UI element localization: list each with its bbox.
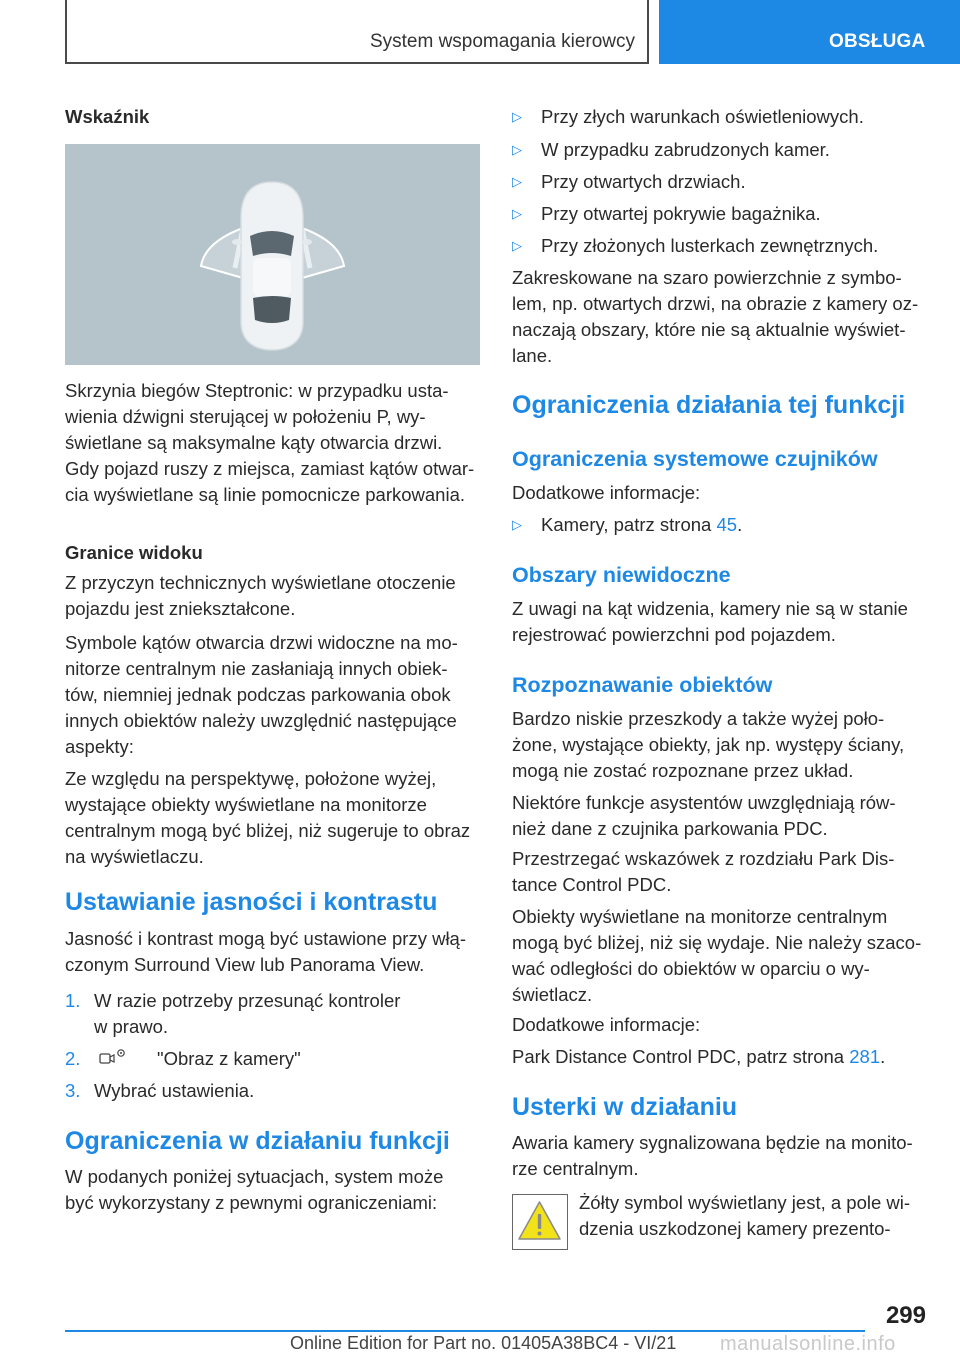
indicator-heading: Wskaźnik: [65, 106, 150, 127]
step-1-number: 1.: [65, 990, 81, 1011]
brightness-heading: Ustawianie jasności i kontrastu: [65, 888, 438, 916]
page-number: 299: [885, 1302, 926, 1329]
brightness-intro-line-1: Jasność i kontrast mogą być ustawione przy włą-: [65, 928, 467, 949]
triangle-right-icon: ▷: [512, 238, 522, 253]
triangle-right-icon: ▷: [512, 142, 522, 157]
header-section-title: System wspomagania kierowcy: [369, 31, 635, 52]
limits-intro-line-1: W podanych poniżej sytuacjach, system może: [65, 1166, 444, 1187]
limit-bullet-1-text: Przy złych warunkach oświetleniowych.: [541, 106, 864, 127]
view-limits-p3-line-3: centralnym mogą być bliżej, niż sugeruje to obraz: [65, 820, 471, 841]
view-limits-p1-line-2: pojazdu jest zniekształcone.: [65, 598, 296, 619]
view-limits-p2-line-4: innych obiektów należy uwzględnić następujące: [65, 710, 457, 731]
view-limits-p3-line-1: Ze względu na perspektywę, położone wyżej,: [65, 768, 437, 789]
footer-divider: [65, 1330, 865, 1332]
pdc-reference-label: Park Distance Control PDC, patrz strona: [512, 1046, 850, 1067]
object-p4-line-4: świetlacz.: [512, 984, 593, 1005]
car-top-view-icon: [65, 144, 480, 365]
footer-watermark: manualsonline.info: [720, 1333, 896, 1355]
brightness-intro-line-2: czonym Surround View lub Panorama View.: [65, 954, 425, 975]
step-2: [65, 1046, 480, 1072]
view-limits-p2-line-2: nitorze centralnym nie zasłaniają innych obiek-: [65, 658, 448, 679]
object-p4-line-2: mogą być bliżej, niż się wydaje. Nie należy szaco-: [512, 932, 922, 953]
object-p3-line-1: Przestrzegać wskazówek z rozdziału Park Dis-: [512, 848, 895, 869]
camera-bullet-text: [541, 512, 742, 538]
pdc-reference-end: .: [880, 1046, 886, 1067]
step-1: [65, 988, 480, 1040]
view-limits-p1-line-1: Z przyczyn technicznych wyświetlane otoczenie: [65, 572, 456, 593]
faults-heading: Usterki w działaniu: [512, 1093, 738, 1121]
step-1-line-2: w prawo.: [94, 1016, 169, 1037]
triangle-right-icon: ▷: [512, 174, 522, 189]
function-limits-heading: Ograniczenia działania tej funkcji: [512, 391, 906, 419]
step-3-number: 3.: [65, 1080, 81, 1101]
camera-bullet-end: .: [737, 514, 743, 535]
car-top-view-illustration: [65, 144, 480, 365]
step-2-number: 2.: [65, 1048, 81, 1069]
limits-intro-line-2: być wykorzystany z pewnymi ograniczeniami:: [65, 1192, 438, 1213]
steptronic-line-5: cia wyświetlane są linie pomocnicze parkowania.: [65, 484, 465, 505]
footer-edition: Online Edition for Part no. 01405A38BC4 - VI/21: [290, 1333, 677, 1353]
hidden-areas-heading: Obszary niewidoczne: [512, 563, 731, 587]
hatched-line-2: lem, np. otwartych drzwi, na obrazie z kamery oz-: [512, 293, 919, 314]
step-3: [65, 1078, 480, 1104]
triangle-right-icon: ▷: [512, 206, 522, 221]
hatched-line-4: lane.: [512, 345, 553, 366]
steptronic-line-4: Gdy pojazd ruszy z miejsca, zamiast kątów otwar-: [65, 458, 475, 479]
triangle-right-icon: ▷: [512, 517, 522, 532]
step-2-line-1: "Obraz z kamery": [157, 1048, 301, 1069]
step-1-line-1: W razie potrzeby przesunąć kontroler: [94, 990, 401, 1011]
steptronic-line-2: wienia dźwigni sterującej w położeniu P, wy-: [65, 406, 426, 427]
object-recognition-heading: Rozpoznawanie obiektów: [512, 673, 773, 697]
object-p1-line-2: żone, wystające obiekty, jak np. występy ściany,: [512, 734, 905, 755]
sensor-limits-heading: Ograniczenia systemowe czujników: [512, 447, 878, 471]
header-section-box: [65, 0, 649, 64]
camera-bullet-label: Kamery, patrz strona: [541, 514, 717, 535]
faults-line-2: rze centralnym.: [512, 1158, 639, 1179]
object-p1-line-3: mogą nie zostać rozpoznane przez układ.: [512, 760, 854, 781]
limits-heading: Ograniczenia w działaniu funkcji: [65, 1127, 450, 1155]
object-p1-line-1: Bardzo niskie przeszkody a także wyżej poło-: [512, 708, 885, 729]
warning-symbol-box: [512, 1194, 568, 1250]
view-limits-p2-line-3: tów, niemniej jednak podczas parkowania obok: [65, 684, 451, 705]
warning-line-2: dzenia uszkodzonej kamery prezento-: [579, 1218, 891, 1239]
view-limits-p2-line-1: Symbole kątów otwarcia drzwi widoczne na mo-: [65, 632, 458, 653]
additional-info-2: Dodatkowe informacje:: [512, 1014, 701, 1035]
camera-page-link[interactable]: 45: [716, 514, 738, 535]
pdc-reference: [512, 1044, 885, 1071]
limit-bullet-2-text: W przypadku zabrudzonych kamer.: [541, 139, 830, 160]
view-limits-p2-line-5: aspekty:: [65, 736, 134, 757]
object-p2-line-1: Niektóre funkcje asystentów uwzględniają rów-: [512, 792, 896, 813]
hidden-areas-line-1: Z uwagi na kąt widzenia, kamery nie są w stanie: [512, 598, 908, 619]
view-limits-p3-line-2: wystające obiekty wyświetlane na monitorze: [65, 794, 427, 815]
faults-line-1: Awaria kamery sygnalizowana będzie na monito-: [512, 1132, 913, 1153]
step-3-line-1: Wybrać ustawienia.: [94, 1080, 255, 1101]
warning-line-1: Żółty symbol wyświetlany jest, a pole wi-: [579, 1192, 911, 1213]
header-chapter-tab: [659, 0, 960, 64]
header-chapter-label: OBSŁUGA: [829, 31, 926, 52]
view-limits-heading: Granice widoku: [65, 542, 203, 563]
limit-bullet-4-text: Przy otwartej pokrywie bagażnika.: [541, 203, 821, 224]
hidden-areas-line-2: rejestrować powierzchni pod pojazdem.: [512, 624, 836, 645]
triangle-right-icon: ▷: [512, 109, 522, 124]
object-p4-line-1: Obiekty wyświetlane na monitorze centralnym: [512, 906, 888, 927]
limit-bullet-5-text: Przy złożonych lusterkach zewnętrznych.: [541, 235, 879, 256]
additional-info-1: Dodatkowe informacje:: [512, 482, 701, 503]
pdc-page-link[interactable]: 281: [849, 1046, 881, 1067]
camera-settings-icon: [98, 1046, 128, 1068]
hatched-line-3: naczają obszary, które nie są aktualnie wyświet-: [512, 319, 906, 340]
limit-bullet-3-text: Przy otwartych drzwiach.: [541, 171, 746, 192]
object-p3-line-2: tance Control PDC.: [512, 874, 672, 895]
object-p2-line-2: nież dane z czujnika parkowania PDC.: [512, 818, 828, 839]
warning-triangle-icon: [513, 1195, 566, 1248]
view-limits-p3-line-4: na wyświetlaczu.: [65, 846, 204, 867]
hatched-line-1: Zakreskowane na szaro powierzchnie z symbo-: [512, 267, 902, 288]
steptronic-line-1: Skrzynia biegów Steptronic: w przypadku usta-: [65, 380, 449, 401]
steptronic-line-3: świetlane są maksymalne kąty otwarcia drzwi.: [65, 432, 443, 453]
object-p4-line-3: wać odległości do obiektów w oparciu o wy-: [512, 958, 870, 979]
